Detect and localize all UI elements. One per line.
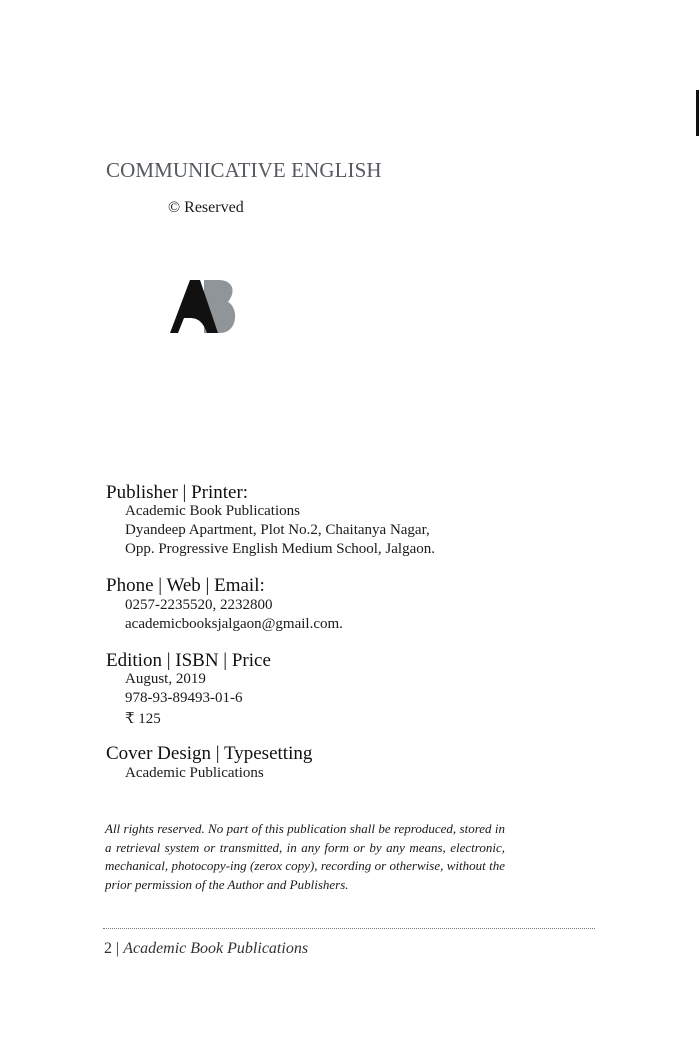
cover-heading: Cover Design | Typesetting <box>106 743 313 764</box>
footer-rule <box>103 928 595 929</box>
footer-publication: Academic Book Publications <box>123 940 309 957</box>
book-title: COMMUNICATIVE ENGLISH <box>106 158 382 182</box>
publisher-address-line-1: Dyandeep Apartment, Plot No.2, Chaitanya Nagar, <box>125 522 430 538</box>
rights-notice: All rights reserved. No part of this publication shall be reproduced, stored in a retrieval system or transmitted, in any form or by any means, electronic, mechanical, photocopy-ing (zerox copy), recording or otherwise, without the prior permission of the Author and Publishers. <box>105 821 505 892</box>
isbn-number: 978-93-89493-01-6 <box>125 690 243 706</box>
publisher-name: Academic Book Publications <box>125 503 300 519</box>
publisher-heading: Publisher | Printer: <box>106 482 249 503</box>
copyright-notice: © Reserved <box>168 199 244 216</box>
footer-separator: | <box>116 940 120 957</box>
page-footer <box>104 940 308 958</box>
contact-phone: 0257-2235520, 2232800 <box>125 597 273 613</box>
publisher-address-line-2: Opp. Progressive English Medium School, Jalgaon. <box>125 541 435 557</box>
price: ₹ 125 <box>125 711 161 727</box>
edition-date: August, 2019 <box>125 671 206 687</box>
publisher-logo <box>170 278 240 335</box>
edition-heading: Edition | ISBN | Price <box>106 650 271 671</box>
cover-designer: Academic Publications <box>125 765 264 781</box>
contact-email: academicbooksjalgaon@gmail.com. <box>125 616 343 632</box>
page-number: 2 <box>104 940 112 957</box>
contact-heading: Phone | Web | Email: <box>106 575 265 596</box>
